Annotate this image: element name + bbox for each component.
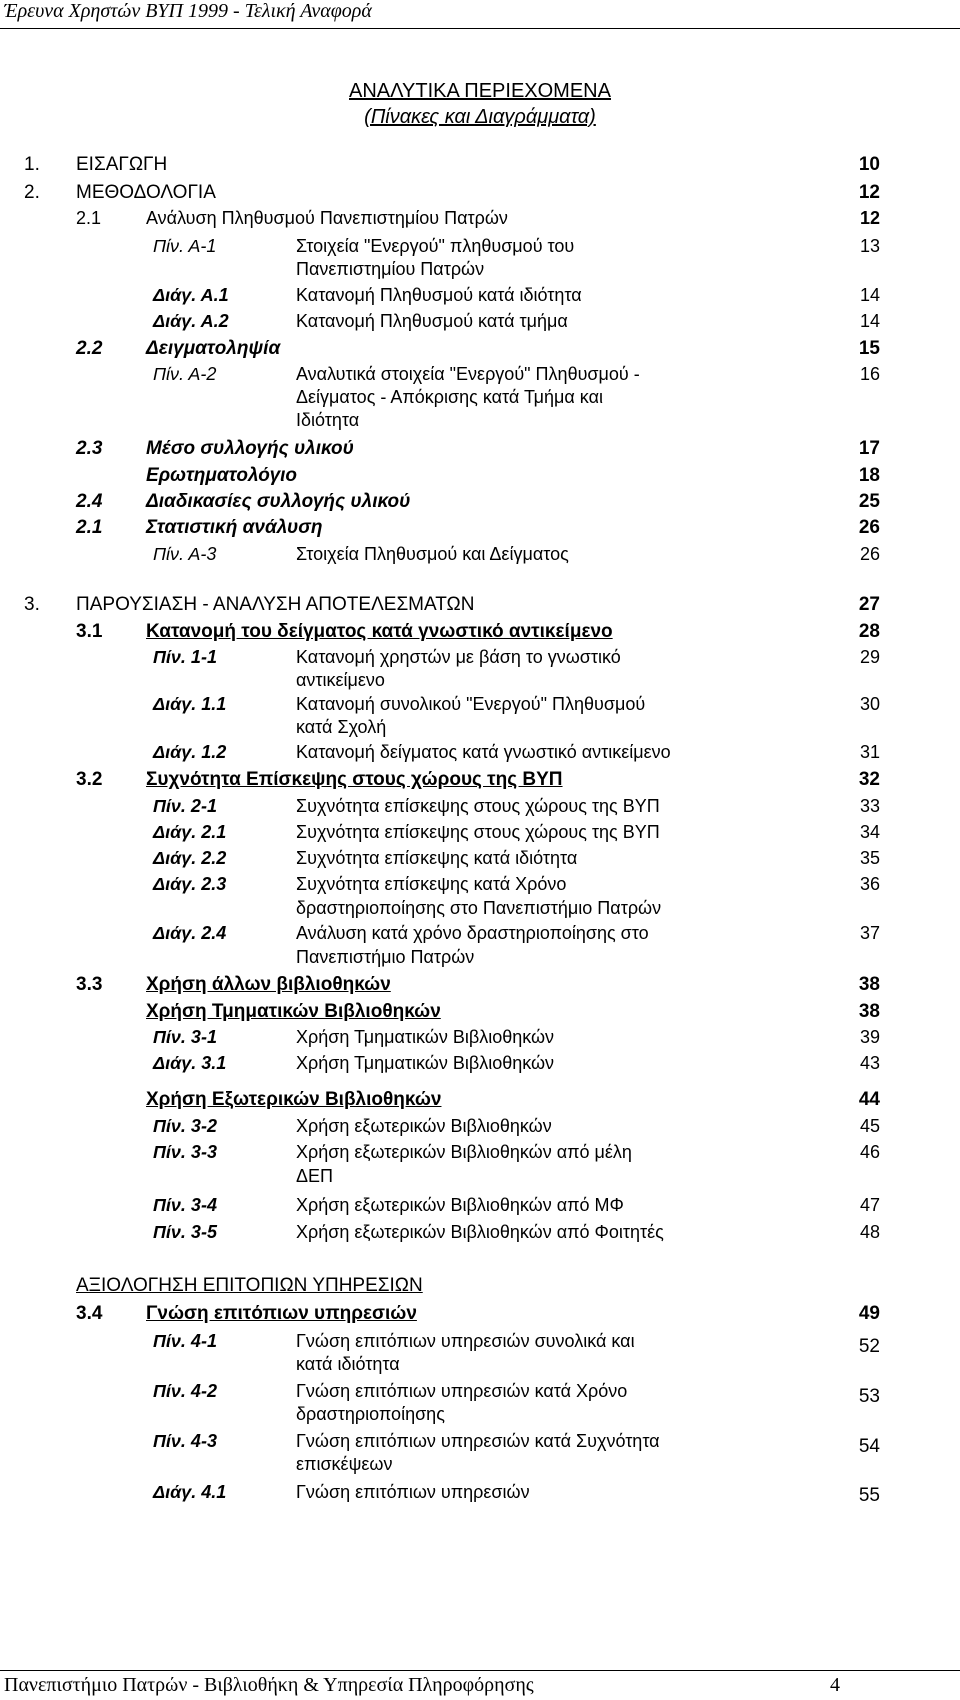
toc-text: Μέσο συλλογής υλικού (146, 438, 354, 459)
toc-label: Πίν. 3-1 (153, 1027, 217, 1047)
toc-text: Ιδιότητα (296, 410, 360, 430)
toc-text: Χρήση Τμηματικών Βιβλιοθηκών (146, 1001, 441, 1022)
footer-rule (0, 1670, 960, 1671)
toc-label: Διάγ. 4.1 (153, 1482, 227, 1502)
toc-text: Συχνότητα επίσκεψης στους χώρους της ΒΥΠ (296, 796, 660, 816)
toc-page: 18 (858, 465, 880, 486)
running-footer: Πανεπιστήμιο Πατρών - Βιβλιοθήκη & Υπηρεσία Πληροφόρησης (4, 1674, 534, 1696)
toc-label: Διάγ. Α.1 (153, 285, 229, 305)
toc-text: Χρήση Τμηματικών Βιβλιοθηκών (296, 1027, 555, 1047)
toc-page: 17 (858, 438, 880, 459)
toc-label: Πίν. Α-3 (153, 544, 217, 564)
toc-label: Πίν. 2-1 (153, 796, 217, 816)
toc-text: επισκέψεων (296, 1454, 393, 1474)
toc-text: κατά ιδιότητα (296, 1354, 400, 1374)
toc-page: 44 (858, 1089, 880, 1110)
toc-label: Πίν. Α-2 (153, 364, 217, 384)
toc-label: Διάγ. 3.1 (153, 1053, 227, 1073)
toc-number: 3.2 (76, 769, 103, 790)
toc-number: 1. (24, 154, 40, 175)
toc-label: Διάγ. Α.2 (153, 311, 229, 331)
toc-text: Συχνότητα επίσκεψης κατά Χρόνο (296, 874, 567, 894)
toc-text: Πανεπιστήμιο Πατρών (296, 947, 475, 967)
toc-label: Πίν. 3-2 (153, 1116, 217, 1136)
toc-page: 46 (859, 1142, 880, 1162)
toc-text: Ερωτηματολόγιο (146, 465, 298, 486)
toc-text: Ανάλυση Πληθυσμού Πανεπιστημίου Πατρών (146, 208, 508, 228)
toc-label: Πίν. 3-4 (153, 1195, 217, 1215)
toc-label: Διάγ. 2.2 (153, 848, 227, 868)
toc-number: 3.3 (76, 974, 103, 995)
toc-text: Διαδικασίες συλλογής υλικού (146, 491, 411, 512)
toc-label: Πίν. Α-1 (153, 236, 217, 256)
toc-page: 35 (859, 848, 880, 868)
page-number: 4 (830, 1674, 840, 1696)
toc-label: Πίν. 3-3 (153, 1142, 217, 1162)
toc-label: Διάγ. 2.4 (153, 923, 227, 943)
header-rule (0, 28, 960, 29)
toc-page: 43 (859, 1053, 880, 1073)
toc-text: Χρήση Τμηματικών Βιβλιοθηκών (296, 1053, 555, 1073)
toc-text: Αναλυτικά στοιχεία "Ενεργού" Πληθυσμού - (296, 364, 640, 384)
toc-page: 12 (858, 182, 880, 203)
toc-page: 54 (858, 1436, 880, 1457)
toc-page: 12 (859, 208, 880, 228)
toc-page: 47 (859, 1195, 880, 1215)
toc-label: Πίν. 1-1 (153, 647, 217, 667)
toc-page: 32 (858, 769, 880, 790)
toc-page: 49 (858, 1303, 880, 1324)
toc-text: Χρήση εξωτερικών Βιβλιοθηκών (296, 1116, 552, 1136)
toc-number: 2. (24, 182, 40, 203)
toc-page: 14 (859, 285, 880, 305)
toc-text: Συχνότητα επίσκεψης κατά ιδιότητα (296, 848, 578, 868)
toc-number: 2.1 (76, 517, 103, 538)
toc-number: 3.4 (76, 1303, 103, 1324)
running-header: Έρευνα Χρηστών ΒΥΠ 1999 - Τελική Αναφορά (4, 0, 372, 22)
toc-text: Κατανομή χρηστών με βάση το γνωστικό (296, 647, 621, 667)
toc-text: Χρήση εξωτερικών Βιβλιοθηκών από Φοιτητές (296, 1222, 664, 1242)
toc-page: 26 (858, 517, 880, 538)
toc-text: Συχνότητα επίσκεψης στους χώρους της ΒΥΠ (296, 822, 660, 842)
toc-number: 3.1 (76, 621, 103, 642)
toc-text: Χρήση Εξωτερικών Βιβλιοθηκών (146, 1089, 442, 1110)
toc-page: 28 (858, 621, 880, 642)
toc-page: 29 (859, 647, 880, 667)
toc-number: 3. (24, 594, 40, 615)
toc-text: Κατανομή του δείγματος κατά γνωστικό αντικείμενο (146, 621, 613, 642)
toc-page: 33 (859, 796, 880, 816)
toc-label: Πίν. 4-1 (153, 1331, 217, 1351)
toc-page: 38 (858, 1001, 880, 1022)
toc-label: Διάγ. 1.2 (153, 742, 227, 762)
toc-page: 37 (859, 923, 880, 943)
toc-title: ΑΝΑΛΥΤΙΚΑ ΠΕΡΙΕΧΟΜΕΝΑ (349, 80, 611, 102)
toc-label: Διάγ. 2.1 (153, 822, 227, 842)
toc-text: Χρήση εξωτερικών Βιβλιοθηκών από μέλη (296, 1142, 632, 1162)
toc-text: δραστηριοποίησης (296, 1404, 445, 1424)
toc-text: Κατανομή συνολικού "Ενεργού" Πληθυσμού (296, 694, 646, 714)
toc-page: 26 (859, 544, 880, 564)
toc-text: Στοιχεία "Ενεργού" πληθυσμού του (296, 236, 575, 256)
toc-number: 2.4 (76, 491, 103, 512)
toc-text: Πανεπιστημίου Πατρών (296, 259, 485, 279)
toc-text: ΜΕΘΟΔΟΛΟΓΙΑ (76, 182, 216, 203)
toc-label: Πίν. 4-3 (153, 1431, 217, 1451)
toc-page: 34 (859, 822, 880, 842)
toc-label: Διάγ. 1.1 (153, 694, 227, 714)
toc-page: 30 (859, 694, 880, 714)
toc-page: 55 (858, 1485, 880, 1506)
toc-page: 48 (859, 1222, 880, 1242)
toc-text: Δείγματος - Απόκρισης κατά Τμήμα και (296, 387, 603, 407)
toc-page: 36 (859, 874, 880, 894)
toc-text: Γνώση επιτόπιων υπηρεσιών (296, 1482, 530, 1502)
toc-label: Πίν. 4-2 (153, 1381, 217, 1401)
toc-number: 2.3 (76, 438, 103, 459)
toc-page: 13 (859, 236, 880, 256)
toc-page: 52 (858, 1336, 880, 1357)
toc-text: ΕΙΣΑΓΩΓΗ (76, 154, 168, 175)
toc-text: ΑΞΙΟΛΟΓΗΣΗ ΕΠΙΤΟΠΙΩΝ ΥΠΗΡΕΣΙΩΝ (76, 1275, 423, 1296)
toc-page: 39 (859, 1027, 880, 1047)
toc-page: 16 (859, 364, 880, 384)
toc-page: 15 (858, 338, 880, 359)
toc-text: Κατανομή Πληθυσμού κατά τμήμα (296, 311, 568, 331)
toc-text: Συχνότητα Επίσκεψης στους χώρους της ΒΥΠ (146, 769, 563, 790)
toc-page: 38 (858, 974, 880, 995)
toc-text: ΠΑΡΟΥΣΙΑΣΗ - ΑΝΑΛΥΣΗ ΑΠΟΤΕΛΕΣΜΑΤΩΝ (76, 594, 475, 615)
toc-page: 10 (858, 154, 880, 175)
toc-text: Χρήση εξωτερικών Βιβλιοθηκών από ΜΦ (296, 1195, 624, 1215)
toc-label: Διάγ. 2.3 (153, 874, 227, 894)
toc-text: αντικείμενο (296, 670, 385, 690)
toc-text: Στοιχεία Πληθυσμού και Δείγματος (296, 544, 569, 564)
toc-text: Κατανομή δείγματος κατά γνωστικό αντικείμενο (296, 742, 671, 762)
toc-subtitle: (Πίνακες και Διαγράμματα) (364, 106, 596, 128)
toc-page: 45 (859, 1116, 880, 1136)
toc-text: Κατανομή Πληθυσμού κατά ιδιότητα (296, 285, 582, 305)
toc-page: 27 (858, 594, 880, 615)
toc-page: 25 (858, 491, 880, 512)
toc-text: Γνώση επιτόπιων υπηρεσιών (146, 1303, 417, 1324)
toc-page: 31 (859, 742, 880, 762)
toc-text: Γνώση επιτόπιων υπηρεσιών κατά Συχνότητα (296, 1431, 660, 1451)
toc-text: Ανάλυση κατά χρόνο δραστηριοποίησης στο (296, 923, 649, 943)
toc-text: Δειγματοληψία (146, 338, 281, 359)
toc-page: 14 (859, 311, 880, 331)
toc-text: κατά Σχολή (296, 717, 387, 737)
toc-text: Γνώση επιτόπιων υπηρεσιών συνολικά και (296, 1331, 635, 1351)
toc-text: Στατιστική ανάλυση (146, 517, 323, 538)
toc-number: 2.2 (76, 338, 103, 359)
toc-text: Χρήση άλλων βιβλιοθηκών (146, 974, 391, 995)
toc-page: 53 (858, 1386, 880, 1407)
toc-number: 2.1 (76, 208, 102, 228)
toc-text: δραστηριοποίησης στο Πανεπιστήμιο Πατρών (296, 898, 662, 918)
toc-text: Γνώση επιτόπιων υπηρεσιών κατά Χρόνο (296, 1381, 628, 1401)
toc-text: ΔΕΠ (296, 1166, 334, 1186)
toc-label: Πίν. 3-5 (153, 1222, 217, 1242)
